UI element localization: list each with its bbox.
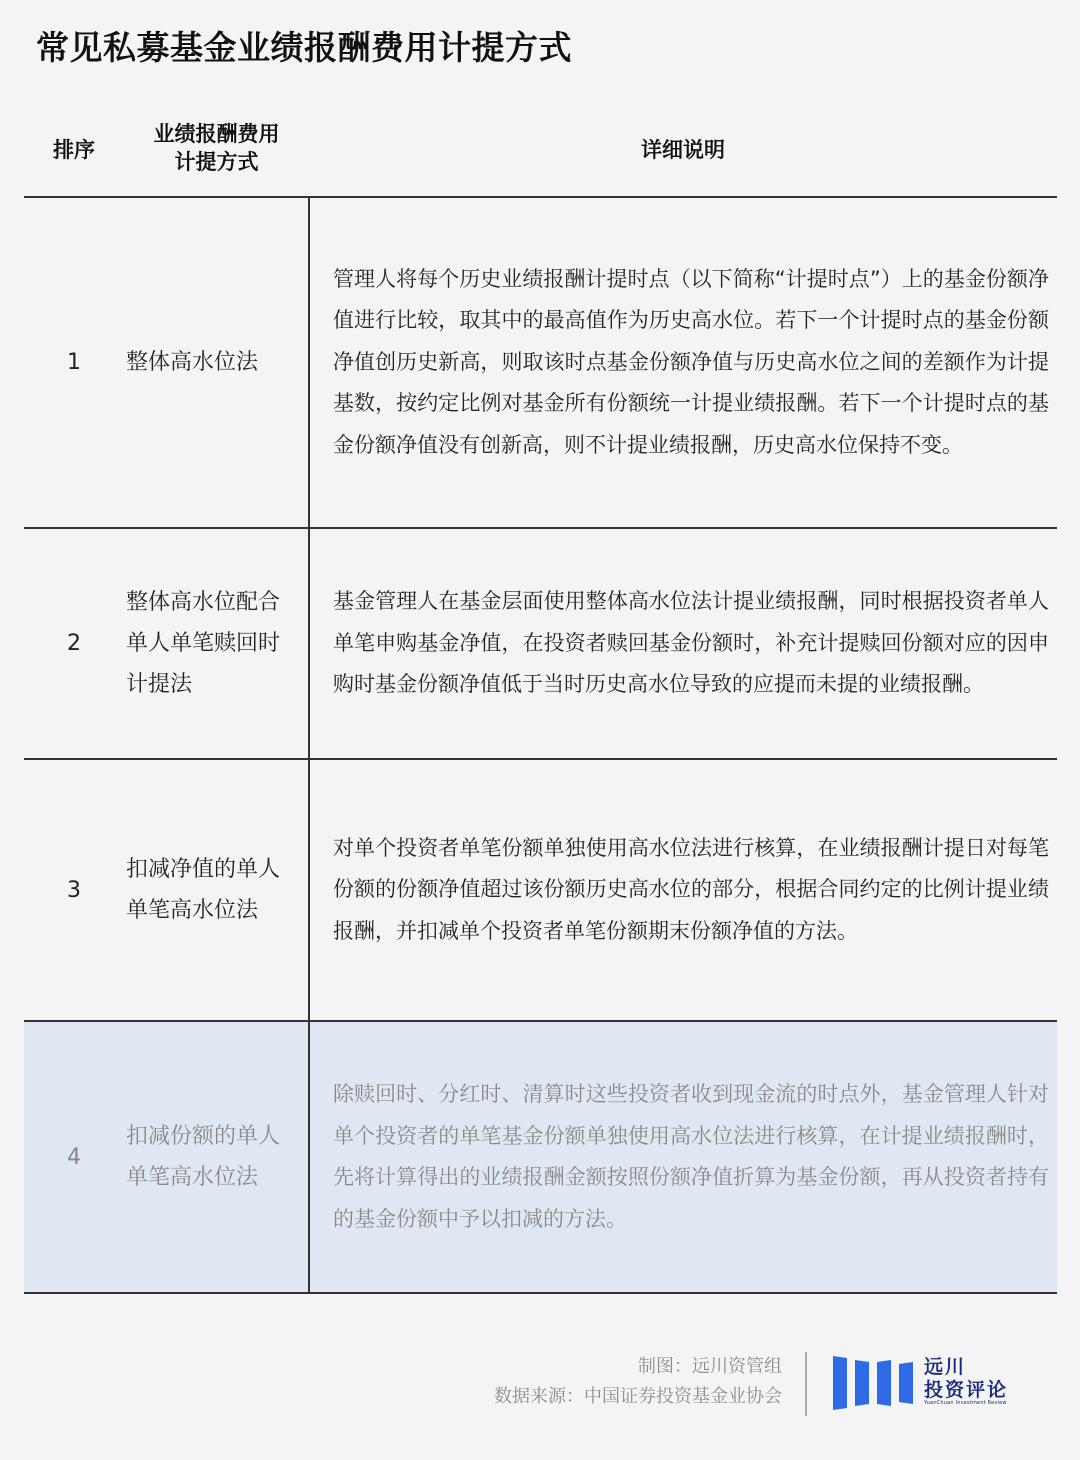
header-method-line1: 业绩报酬费用 (153, 122, 280, 146)
header-method-line2: 计提方式 (174, 150, 259, 174)
row-method (126, 1022, 298, 1292)
header-detail: 详细说明 (641, 138, 725, 162)
logo-name-line1: 远川 (924, 1356, 967, 1378)
row-method-text: 整体高水位法 (126, 350, 259, 375)
logo-wordmark (924, 1356, 1008, 1402)
page-title: 常见私募基金业绩报酬费用计提方式 (36, 28, 572, 67)
column-divider (308, 198, 310, 527)
logo-name-line2: 投资评论 (924, 1379, 1009, 1401)
table-row-highlighted (24, 1022, 1057, 1294)
footer-source: 数据来源：中国证券投资基金业协会 (494, 1386, 782, 1407)
row-detail (333, 760, 1049, 1020)
table-row (24, 760, 1057, 1022)
logo-bar-far (899, 1362, 913, 1404)
footer-made-by: 制图：远川资管组 (638, 1356, 782, 1377)
logo-bar-right (877, 1360, 891, 1406)
row-order: 4 (67, 1144, 81, 1170)
header-order: 排序 (53, 138, 95, 162)
column-divider (308, 529, 310, 758)
footer-credits (494, 1352, 782, 1412)
row-detail-text: 对单个投资者单笔份额单独使用高水位法进行核算，在业绩报酬计提日对每笔份额的份额净值超过该份额历史高水位的部分，根据合同约定的比例计提业绩报酬，并扣减单个投资者单笔份额期末份额净值的方法。 (333, 835, 1049, 943)
row-detail (333, 1022, 1049, 1292)
row-detail-text: 管理人将每个历史业绩报酬计提时点（以下简称“计提时点”）上的基金份额净值进行比较，取其中的最高值作为历史高水位。若下一个计提时点的基金份额净值创历史新高，则取该时点基金份额净值与历史高水位之间的差额作为计提基数，按约定比例对基金所有份额统一计提业绩报酬。若下一个计提时点的基金份额净值没有创新高，则不计提业绩报酬，历史高水位保持不变。 (333, 266, 1049, 457)
logo-bars-icon (833, 1356, 913, 1410)
row-method (126, 760, 298, 1020)
row-method-text: 整体高水位配合单人单笔赎回时计提法 (126, 590, 281, 697)
logo-bar-left (833, 1356, 847, 1410)
row-detail-text: 除赎回时、分红时、清算时这些投资者收到现金流的时点外，基金管理人针对单个投资者的单笔基金份额单独使用高水位法进行核算，在计提业绩报酬时，先将计算得出的业绩报酬金额按照份额净值折算为基金份额，再从投资者持有的基金份额中予以扣减的方法。 (333, 1082, 1049, 1231)
row-method-text: 扣减净值的单人单笔高水位法 (126, 857, 281, 923)
header-method (134, 120, 299, 176)
row-order: 2 (67, 631, 81, 656)
row-order: 1 (67, 350, 81, 375)
row-method-text: 扣减份额的单人单笔高水位法 (126, 1124, 281, 1190)
row-detail (333, 198, 1049, 527)
row-detail (333, 529, 1049, 758)
logo-subtitle: YuanChuan Investment Review (924, 1400, 1007, 1406)
row-method (126, 529, 298, 758)
table-row (24, 529, 1057, 760)
column-divider (308, 760, 310, 1020)
row-detail-text: 基金管理人在基金层面使用整体高水位法计提业绩报酬，同时根据投资者单人单笔申购基金净值，在投资者赎回基金份额时，补充计提赎回份额对应的因申购时基金份额净值低于当时历史高水位导致的应提而未提的业绩报酬。 (333, 589, 1049, 697)
row-order: 3 (67, 877, 81, 903)
column-divider (308, 1022, 310, 1292)
table-header (24, 110, 1057, 198)
row-method (126, 198, 298, 527)
footer-divider (805, 1352, 807, 1416)
logo-bar-middle (855, 1360, 869, 1406)
table-row (24, 198, 1057, 529)
